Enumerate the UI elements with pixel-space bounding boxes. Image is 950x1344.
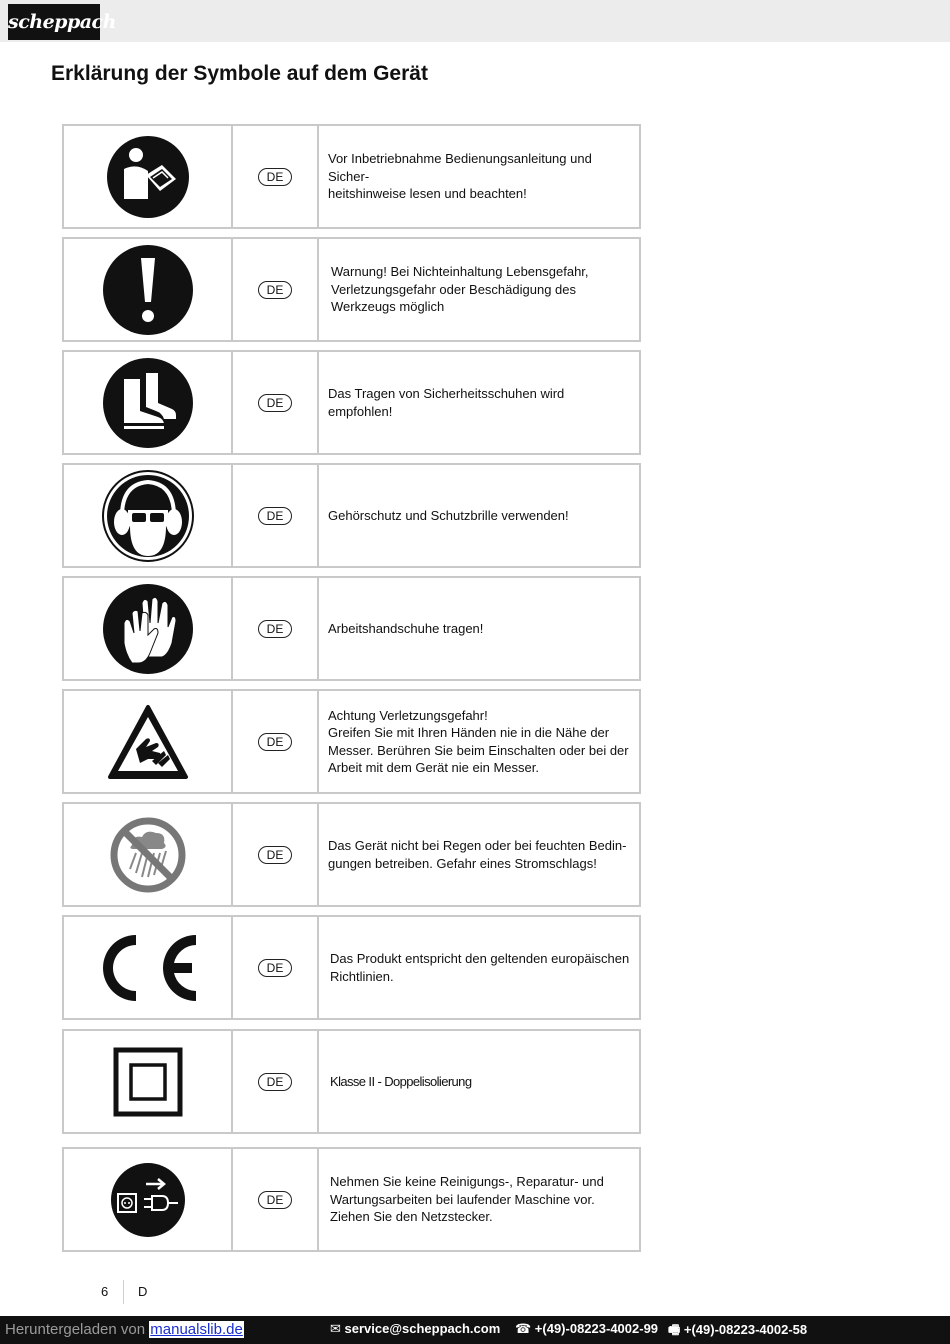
symbol-icon-cell <box>64 804 233 905</box>
language-badge: DE <box>258 959 292 977</box>
symbol-row <box>62 802 641 907</box>
page-number: 6 <box>101 1284 109 1299</box>
disconnect-plug-icon <box>110 1162 186 1238</box>
work-gloves-icon <box>102 583 194 675</box>
symbol-row <box>62 1029 641 1134</box>
symbol-row <box>62 463 641 568</box>
service-fax: 🖷 +(49)-08223-4002-58 <box>668 1322 808 1337</box>
download-source <box>5 1321 244 1338</box>
language-cell <box>233 1149 319 1250</box>
language-cell <box>233 1031 319 1132</box>
symbol-description <box>319 1149 639 1250</box>
symbol-description <box>319 465 639 566</box>
language-cell <box>233 352 319 453</box>
description-text: Arbeitshandschuhe tragen! <box>328 620 484 636</box>
symbol-description <box>319 804 639 905</box>
description-text: Nehmen Sie keine Reinigungs-, Reparatur- und Wartungsarbeiten bei laufender Maschine vor. Ziehen Sie den Netzstecker. <box>330 1174 604 1225</box>
read-manual-icon <box>106 135 190 219</box>
symbol-row <box>62 915 641 1020</box>
service-email: ✉ service@scheppach.com <box>330 1321 501 1336</box>
language-badge: DE <box>258 168 292 186</box>
symbol-icon-cell <box>64 239 233 340</box>
language-badge: DE <box>258 733 292 751</box>
page-title: Erklärung der Symbole auf dem Gerät <box>51 62 428 85</box>
symbol-icon-cell <box>64 578 233 679</box>
symbol-icon-cell <box>64 352 233 453</box>
language-cell <box>233 239 319 340</box>
symbol-description <box>319 352 639 453</box>
symbol-row <box>62 576 641 681</box>
symbol-description <box>319 126 639 227</box>
symbol-row <box>62 689 641 794</box>
symbol-row <box>62 237 641 342</box>
class-ii-double-insulation-icon <box>113 1047 183 1117</box>
description-text: Das Produkt entspricht den geltenden europäischen Richtlinien. <box>330 951 630 984</box>
symbol-description <box>319 691 639 792</box>
language-badge: DE <box>258 507 292 525</box>
symbol-description <box>319 917 639 1018</box>
description-text: Das Gerät nicht bei Regen oder bei feuchten Bedin- gungen betreiben. Gefahr eines Stromschlags! <box>328 838 627 871</box>
description-text: Achtung Verletzungsgefahr! Greifen Sie mit Ihren Händen nie in die Nähe der Messer. Berühren Sie beim Einschalten oder bei der Arbeit mit dem Gerät nie ein Messer. <box>328 707 629 775</box>
service-phone: ☎ +(49)-08223-4002-99 <box>515 1321 659 1336</box>
no-rain-icon <box>110 817 186 893</box>
manualslib-link[interactable]: manualslib.de <box>150 1321 243 1338</box>
ce-mark-icon <box>96 931 200 1005</box>
language-cell <box>233 465 319 566</box>
ear-eye-protection-icon <box>102 470 194 562</box>
symbol-icon-cell <box>64 126 233 227</box>
language-badge: DE <box>258 846 292 864</box>
language-cell <box>233 691 319 792</box>
footer-divider <box>123 1280 124 1304</box>
language-badge: DE <box>258 281 292 299</box>
language-cell <box>233 804 319 905</box>
symbol-description <box>319 239 639 340</box>
warning-exclamation-icon <box>102 244 194 336</box>
section-marker: D <box>138 1284 148 1299</box>
description-text: Vor Inbetriebnahme Bedienungsanleitung und Sicher- heitshinweise lesen und beachten! <box>328 151 592 202</box>
symbol-description <box>319 578 639 679</box>
download-bar <box>0 1316 950 1344</box>
language-cell <box>233 126 319 227</box>
symbol-row <box>62 1147 641 1252</box>
description-text: Klasse II - Doppelisolierung <box>330 1073 472 1089</box>
scheppach-logo: scheppach <box>8 4 100 40</box>
language-cell <box>233 917 319 1018</box>
symbol-icon-cell <box>64 1031 233 1132</box>
symbol-row <box>62 350 641 455</box>
language-cell <box>233 578 319 679</box>
safety-boots-icon <box>102 357 194 449</box>
symbol-row <box>62 124 641 229</box>
symbol-description <box>319 1031 639 1132</box>
symbol-icon-cell <box>64 917 233 1018</box>
language-badge: DE <box>258 620 292 638</box>
language-badge: DE <box>258 1191 292 1209</box>
header-bar <box>0 0 950 42</box>
description-text: Das Tragen von Sicherheitsschuhen wird empfohlen! <box>328 386 565 419</box>
download-prefix: Heruntergeladen von <box>5 1321 146 1338</box>
description-text: Gehörschutz und Schutzbrille verwenden! <box>328 507 569 523</box>
symbol-icon-cell <box>64 691 233 792</box>
language-badge: DE <box>258 1073 292 1091</box>
language-badge: DE <box>258 394 292 412</box>
symbol-icon-cell <box>64 1149 233 1250</box>
hand-injury-warning-icon <box>106 703 190 781</box>
description-text: Warnung! Bei Nichteinhaltung Lebensgefahr, Verletzungsgefahr oder Beschädigung des Werkzeugs möglich <box>331 264 589 315</box>
symbol-icon-cell <box>64 465 233 566</box>
